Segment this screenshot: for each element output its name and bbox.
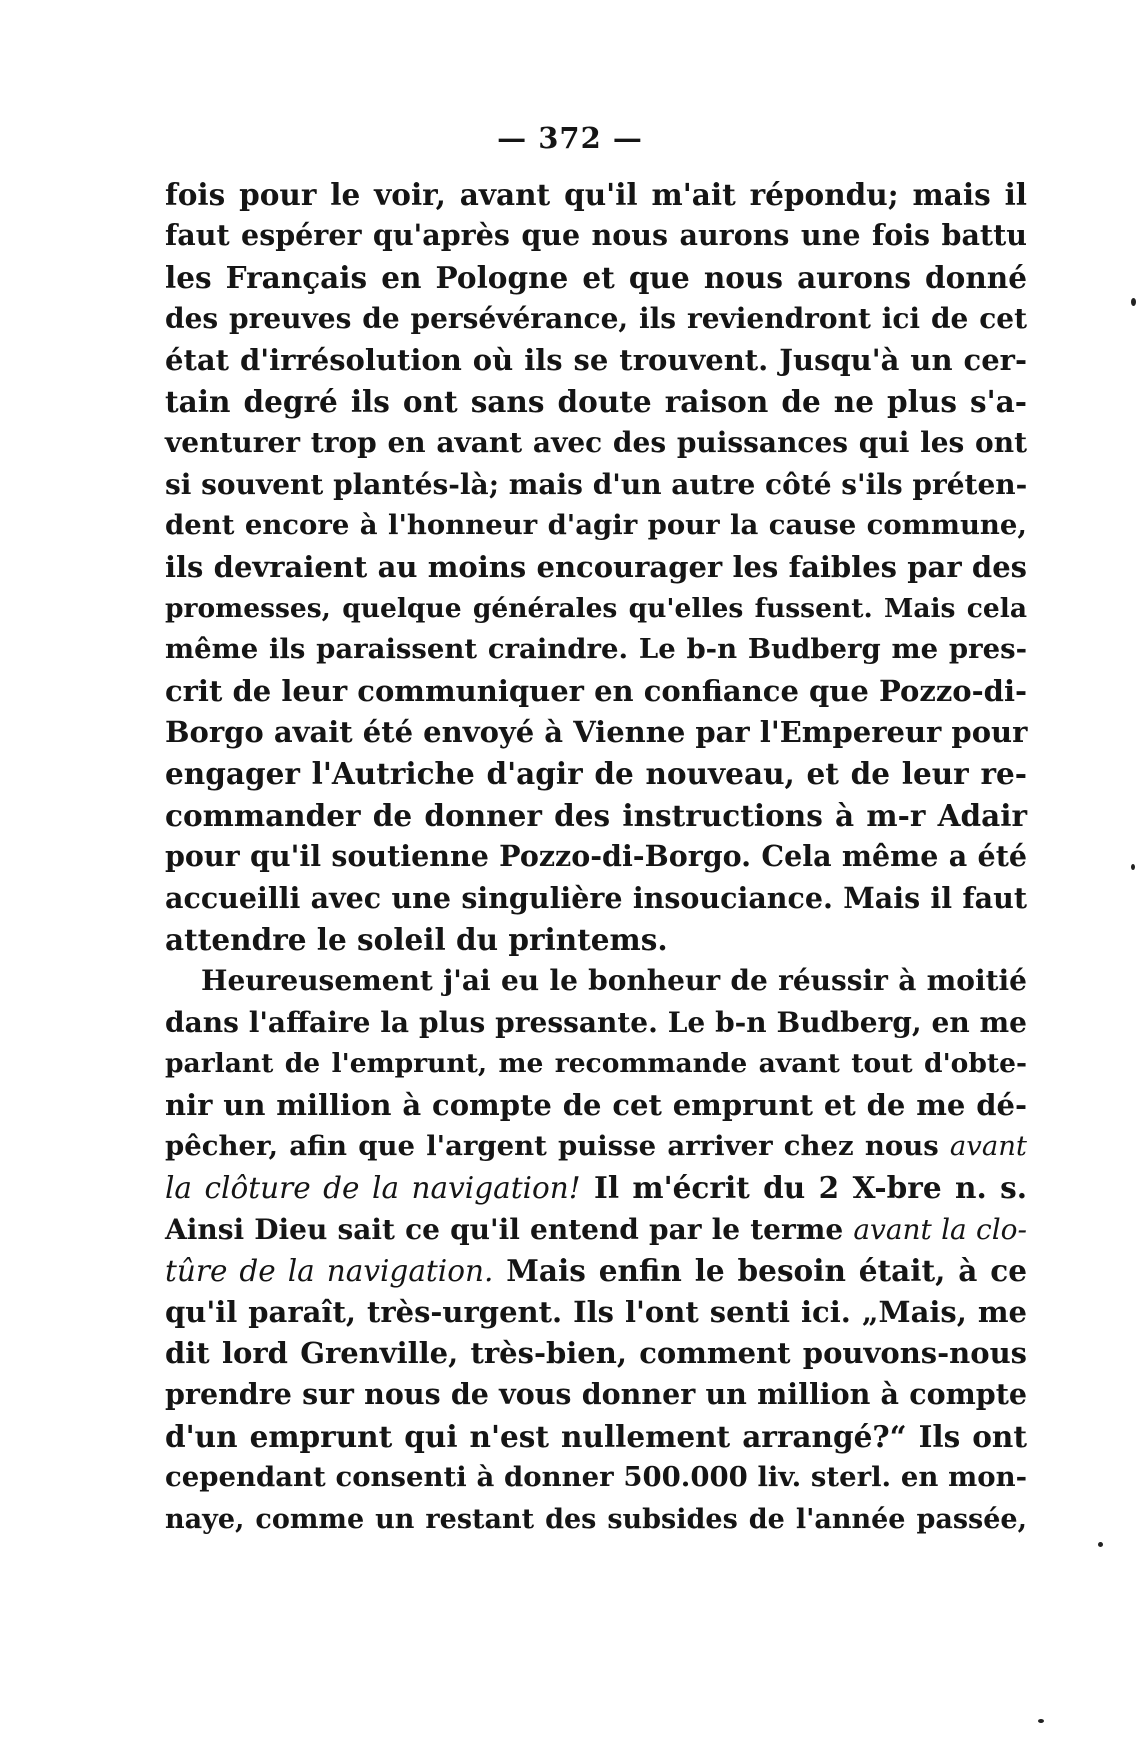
text-line: Heureusement j'ai eu le bonheur de réussir à moitié [201,964,1027,998]
text-segment: Ainsi Dieu sait ce qu'il entend par le terme [165,1212,844,1246]
text-line: si souvent plantés-là; mais d'un autre côté s'ils préten- [165,467,1028,501]
text-line: dans l'affaire la plus pressante. Le b-n Budberg, en me [165,1005,1027,1039]
text-segment: pêcher, afin que l'argent puisse arriver chez nous [165,1129,939,1162]
text-line: cependant consenti à donner 500.000 liv. sterl. en mon- [165,1461,1027,1494]
scan-speck [1131,298,1136,306]
text-line: fois pour le voir, avant qu'il m'ait répondu; mais il [165,177,1027,212]
text-line: prendre sur nous de vous donner un million à compte [165,1377,1027,1412]
italic-segment: tûre de la navigation. [165,1254,494,1289]
text-line: ils devraient au moins encourager les faibles par des [165,549,1027,584]
text-line: promesses, quelque générales qu'elles fussent. Mais cela [165,592,1027,624]
text-line: des preuves de persévérance, ils reviendront ici de cet [165,302,1027,336]
text-line: faut espérer qu'après que nous aurons une fois battu [165,218,1027,253]
text-line: attendre le soleil du printems. [165,922,668,958]
text-line: Borgo avait été envoyé à Vienne par l'Empereur pour [165,715,1028,750]
text-line: engager l'Autriche d'agir de nouveau, et de leur re- [165,756,1027,792]
text-line: parlant de l'emprunt, me recommande avant tout d'obte- [165,1048,1027,1080]
text-line [165,1209,1027,1250]
text-line: tain degré ils ont sans doute raison de ne plus s'a- [165,383,1027,419]
text-line [165,1126,1027,1167]
text-line: commander de donner des instructions à m-r Adair [165,797,1027,833]
text-line [165,1167,1027,1208]
italic-segment: avant la clo- [853,1212,1027,1246]
text-line: dent encore à l'honneur d'agir pour la cause commune, [165,509,1027,542]
scan-speck [1038,1719,1044,1723]
text-segment: Il m'écrit du 2 X-bre n. s. [594,1170,1027,1206]
italic-segment: la clôture de la navigation! [165,1171,581,1206]
scan-speck [1098,1542,1103,1547]
text-line: pour qu'il soutienne Pozzo-di-Borgo. Cela même a été [165,839,1027,874]
italic-segment: avant [949,1129,1027,1162]
body-text [165,174,1027,1540]
text-line: qu'il paraît, très-urgent. Ils l'ont senti ici. „Mais, me [165,1294,1027,1329]
text-line: même ils paraissent craindre. Le b-n Budberg me pres- [165,633,1027,666]
scan-speck [1131,864,1135,870]
text-line: naye, comme un restant des subsides de l'année passée, [165,1503,1027,1535]
text-line: d'un emprunt qui n'est nullement arrangé?“ Ils ont [165,1418,1027,1454]
text-line: nir un million à compte de cet emprunt et de me dé- [165,1087,1027,1122]
text-line [165,1250,1027,1291]
text-line: venturer trop en avant avec des puissances qui les ont [165,426,1027,460]
text-segment: Mais enfin le besoin était, à ce [506,1253,1027,1289]
text-line: crit de leur communiquer en confiance que Pozzo-di- [165,673,1027,708]
page-number: — 372 — [497,121,643,155]
text-line: dit lord Grenville, très-bien, comment pouvons-nous [165,1335,1027,1370]
text-line: état d'irrésolution où ils se trouvent. Jusqu'à un cer- [165,342,1027,377]
text-line: accueilli avec une singulière insouciance. Mais il faut [165,880,1027,915]
text-line: les Français en Pologne et que nous aurons donné [165,259,1027,295]
